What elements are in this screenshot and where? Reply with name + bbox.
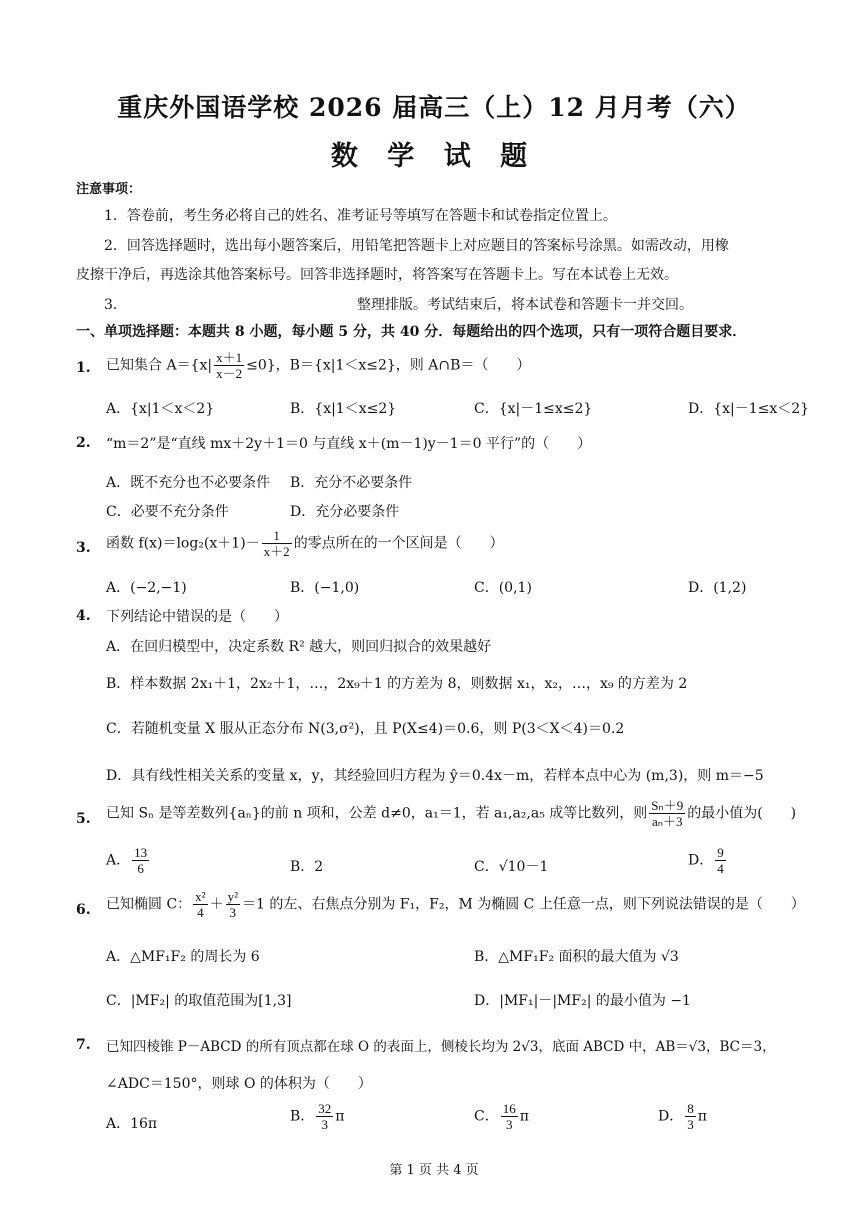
q7-option-d [658,1101,707,1132]
q5-d-num: 9 [717,845,724,860]
q1-option-a: A．{x|1＜x＜2} [106,401,215,417]
q5-option-a-fraction [132,845,149,876]
q3-fraction [262,528,292,559]
q7-c-num: 16 [502,1101,516,1116]
q7-option-b-fraction [316,1101,333,1132]
q1-option-d: D．{x|－1≤x＜2} [688,401,810,417]
q6-option-a: A．△MF₁F₂ 的周长为 6 [106,949,260,965]
q3-option-b: B．(−1,0) [290,580,360,596]
q5-a-den: 6 [137,861,144,876]
q6-f2-den: 3 [229,905,237,920]
question-number-6: 6. [76,902,91,918]
q5-option-a [106,845,151,876]
q5-option-d-label: D． [688,852,714,869]
q5-d-den: 4 [717,861,724,876]
q4-option-b: B．样本数据 2x₁＋1，2x₂＋1，…，2x₉＋1 的方差为 8，则数据 x₁，x₂，…，x₉ 的方差为 2 [106,676,688,692]
q7-option-b-pi: π [335,1108,345,1125]
q6-fraction-y [226,889,240,920]
q5-post: 的最小值为( ) [687,805,797,822]
question-6-stem [106,889,805,920]
question-1-stem [106,350,530,381]
q4-option-c: C．若随机变量 X 服从正态分布 N(3,σ²)，且 P(X≤4)＝0.6，则 P(3＜X＜4)＝0.2 [106,721,625,737]
q5-option-b: B．2 [290,859,324,875]
q7-d-num: 8 [687,1101,694,1116]
exam-title: 重庆外国语学校 2026 届高三（上）12 月月考（六） [117,93,751,122]
q7-option-c [474,1101,529,1132]
section-heading: 一、单项选择题：本题共 8 小题，每小题 5 分，共 40 分．每题给出的四个选项，只有一项符合题目要求． [76,324,747,340]
q6-option-d: D．|MF₁|－|MF₂| 的最小值为 −1 [474,993,691,1009]
question-7-stem-cont: ∠ADC＝150°，则球 O 的体积为（ ） [106,1076,372,1092]
question-2-stem: “m＝2”是“直线 mx＋2y＋1＝0 与直线 x＋(m－1)y－1＝0 平行”的（ ） [106,436,592,452]
q7-b-den: 3 [321,1117,329,1132]
q7-option-c-label: C． [474,1108,499,1125]
q5-pre: 已知 Sₙ 是等差数列{aₙ}的前 n 项和，公差 d≠0，a₁＝1，若 a₁,a₂,a₅ 成等比数列，则 [106,805,648,822]
q1-fraction [214,350,244,381]
q7-d-den: 3 [687,1117,694,1132]
question-5-stem [106,798,796,829]
q7-option-d-pi: π [697,1108,707,1125]
question-number-2: 2. [76,435,91,451]
q5-frac-den: aₙ＋3 [652,814,683,829]
q3-pre: 函数 f(x)＝log₂(x＋1)－ [106,535,260,552]
q5-option-d-fraction [715,845,726,876]
subject-title: 数 学 试 题 [330,141,538,172]
q7-option-b-label: B． [290,1108,315,1125]
q6-f2-num: y² [227,889,238,904]
q2-option-c: C．必要不充分条件 [106,504,229,520]
q4-option-a: A．在回归模型中，决定系数 R² 越大，则回归拟合的效果越好 [106,639,492,655]
q1-frac-den: x－2 [216,366,243,381]
notice-item-1: 1．答卷前，考生务必将自己的姓名、准考证号等填写在答题卡和试卷指定位置上。 [104,208,617,224]
q7-c-den: 3 [505,1117,513,1132]
q6-plus: ＋ [209,896,224,913]
q3-frac-num: 1 [262,528,292,544]
q3-post: 的零点所在的一个区间是（ ） [293,535,504,552]
q7-option-a: A．16π [106,1116,158,1132]
q7-option-b [290,1101,345,1132]
q5-a-num: 13 [134,845,148,860]
notice-item-2-cont: 皮擦干净后，再选涂其他答案标号。回答非选择题时，将答案写在答题卡上。写在本试卷上无效。 [76,267,678,283]
q2-option-b: B．充分不必要条件 [290,475,413,491]
q6-fraction-x [193,889,207,920]
notice-heading: 注意事项： [76,182,142,197]
question-7-stem: 已知四棱锥 P－ABCD 的所有顶点都在球 O 的表面上，侧棱长均为 2√3，底面 ABCD 中，AB＝√3，BC＝3， [106,1039,776,1055]
q5-option-a-label: A． [106,852,131,869]
q5-option-d [688,845,728,876]
q7-b-num: 32 [318,1101,332,1116]
question-number-3: 3. [76,540,91,556]
q7-option-c-fraction [501,1101,518,1132]
q6-pre: 已知椭圆 C： [106,896,192,913]
q1-option-b: B．{x|1＜x≤2} [290,401,397,417]
page-footer: 第 1 页 共 4 页 [389,1163,479,1178]
q5-fraction [649,798,685,829]
q1-option-c: C．{x|－1≤x≤2} [474,401,593,417]
notice-item-2: 2．回答选择题时，选出每小题答案后，用铅笔把答题卡上对应题目的答案标号涂黑。如需改动，用橡 [104,238,729,254]
q3-option-c: C．(0,1) [474,580,532,596]
q4-option-d: D．具有线性相关关系的变量 x，y，其经验回归方程为 ŷ＝0.4x－m，若样本点中心为 (m,3)，则 m＝−5 [106,768,764,784]
q7-option-d-fraction [685,1101,696,1132]
q3-frac-den: x＋2 [263,544,290,559]
question-3-stem [106,528,504,559]
question-number-5: 5. [76,811,91,827]
q5-frac-num: Sₙ＋9 [651,798,684,813]
q6-f1-num: x² [195,889,206,904]
q1-frac-num: x＋1 [216,350,243,365]
q7-option-c-pi: π [519,1108,529,1125]
q6-option-c: C．|MF₂| 的取值范围为[1,3] [106,993,292,1009]
q2-option-a: A．既不充分也不必要条件 [106,475,271,491]
q6-option-b: B．△MF₁F₂ 面积的最大值为 √3 [474,949,679,965]
q6-f1-den: 4 [197,905,204,920]
q3-option-a: A．(−2,−1) [106,580,187,596]
q3-option-d: D．(1,2) [688,580,747,596]
notice-item-3: 整理排版。考试结束后，将本试卷和答题卡一并交回。 [357,297,693,313]
q1-post: ≤0}，B＝{x|1＜x≤2}，则 A∩B＝（ ） [246,357,531,374]
question-number-4: 4. [76,608,91,624]
q6-post: ＝1 的左、右焦点分别为 F₁，F₂，M 为椭圆 C 上任意一点，则下列说法错误的是（ ） [241,896,805,913]
q5-option-c: C．√10－1 [474,859,549,875]
q1-pre: 已知集合 A＝{x| [106,357,213,374]
question-number-1: 1. [76,360,91,376]
q2-option-d: D．充分必要条件 [290,504,400,520]
question-number-7: 7. [76,1037,91,1053]
question-4-stem: 下列结论中错误的是（ ） [106,609,288,625]
q7-option-d-label: D． [658,1108,684,1125]
notice-item-3-num: 3． [104,297,127,313]
